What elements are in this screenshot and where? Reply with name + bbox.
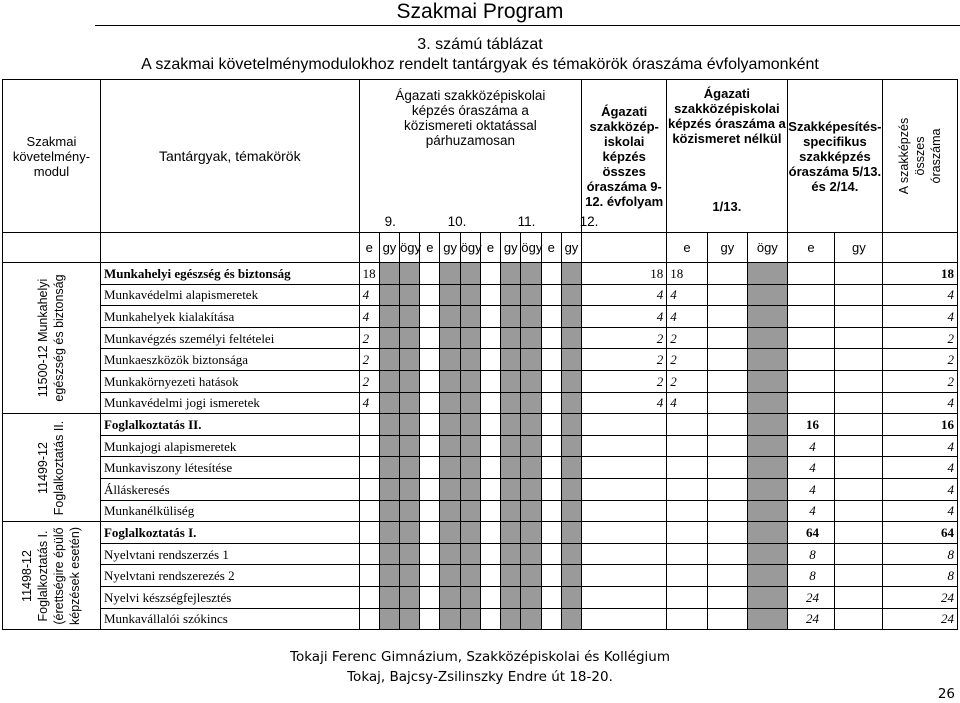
total-9-12-value [582,478,667,500]
grade13-e-value [667,565,707,587]
table-row [3,392,958,414]
specific-e-value: 8 [787,565,835,587]
grade-9: 9. [384,214,396,229]
total-9-12-value [582,500,667,522]
header-rule [95,25,960,26]
total-9-12-value [582,414,667,436]
topic-label: Munkakörnyezeti hatások [100,370,359,392]
topic-label: Álláskeresés [100,478,359,500]
grade9-e-value: 18 [359,263,379,285]
specific-e-value [787,349,835,371]
total-hours-value: 18 [883,263,958,285]
grade9-e-value [359,543,379,565]
grade9-e-value: 2 [359,349,379,371]
table-title: A szakmai követelménymodulokhoz rendelt tantárgyak és témakörök óraszáma évfolyamonként [141,56,819,73]
grade13-e-value [667,435,707,457]
total-9-12-value: 2 [582,370,667,392]
topic-label: Munkavégzés személyi feltételei [100,327,359,349]
total-hours-value: 2 [883,349,958,371]
grade9-e-value: 2 [359,370,379,392]
parallel-header: Ágazati szakközépiskolai képzés óraszáma a közismereti oktatással párhuzamosan 9. 10. 11. 12. [359,80,582,233]
grade9-e-value [359,565,379,587]
total-9-12-value [582,457,667,479]
grade9-e-value [359,586,379,608]
total-hours-header: A szakképzés összes óraszáma [883,80,958,233]
specific-e-value: 64 [787,522,835,544]
total-9-12-value: 4 [582,306,667,328]
grade9-e-value: 4 [359,392,379,414]
total-hours-value: 16 [883,414,958,436]
module-cell: 11499-12 Foglalkoztatás II. [3,414,101,522]
topic-label: Munkahelyi egészség és biztonság [100,263,359,285]
total-hours-value: 24 [883,608,958,630]
total-9-12-value: 18 [582,263,667,285]
total-hours-value: 4 [883,500,958,522]
grade9-e-value [359,608,379,630]
grade13-e-value [667,586,707,608]
table-row [3,284,958,306]
specific-e-value: 4 [787,435,835,457]
specific-e-value: 16 [787,414,835,436]
table-row [3,500,958,522]
total-9-12-value [582,608,667,630]
topic-label: Nyelvi készségfejlesztés [100,586,359,608]
grade13-e-value [667,608,707,630]
table-row [3,522,958,544]
grade-11: 11. [517,214,536,229]
table-row [3,608,958,630]
topic-label: Foglalkoztatás II. [100,414,359,436]
topic-label: Nyelvtani rendszerezés 2 [100,565,359,587]
grade13-e-value: 4 [667,392,707,414]
table-number: 3. számú táblázat [417,36,543,53]
table-row [3,370,958,392]
total-9-12-value: 4 [582,284,667,306]
topic-label: Munkanélküliség [100,500,359,522]
grade13-e-value: 4 [667,306,707,328]
hours-table: Szakmai követelmény-modul Tantárgyak, témakörök Ágazati szakközépiskolai képzés óraszáma a közismereti oktatással párhuzamosan 9. 10. 11. 12. Ágazati szakközép-iskolai képzés összes óraszáma 9-12. évfolyam Ágazati szakközépiskolai képzés óraszáma a közismeret nélkül 1/13. Szakképesítés-specifikus szakképzés óraszáma 5/13. és 2/14. A szakképzés összes óraszáma e gy ögy e gy ögy e gy ögy e gy e gy ögy e gy 11500-12 Munkahelyi egészség és biztonság Munkahelyi egészség és biztonság 18 18 18 18 Munkavédelmi alapismeretek 4 4 4 4 Munkahelyek kialakítása 4 4 4 4 Munkavégzés személyi feltételei 2 2 2 2 Munkaeszközök biztonsága 2 2 2 2 Munkakörnyezeti hatások 2 2 2 2 Munkavédelmi jogi ismeretek 4 4 4 4 11499-12 Foglalkoztatás II. Foglalkoztatás II. 16 16 Munkajogi alapismeretek 4 4 Munkaviszony létesítése 4 4 Álláskeresés 4 4 Munkanélküliség 4 4 11498-12 Foglalkoztatás I. (érettségire épülő képzések esetén) Foglalkoztatás I. 64 64 Nyelvtani rendszerzés 1 8 8 Nyelvtani rendszerezés 2 8 8 Nyelvi készségfejlesztés 24 24 Munkavállalói szókincs 24 24 [2,79,958,630]
total-hours-value: 4 [883,478,958,500]
specific-e-value: 24 [787,608,835,630]
grade13-e-value [667,414,707,436]
grade9-e-value [359,500,379,522]
total-hours-value: 4 [883,284,958,306]
topic-label: Munkaeszközök biztonsága [100,349,359,371]
total-9-12-value [582,586,667,608]
total-9-12-value [582,522,667,544]
grade9-e-value [359,457,379,479]
grade13-e-value: 2 [667,327,707,349]
grade13-e-value: 18 [667,263,707,285]
page-number: 26 [937,686,955,702]
grade-12: 12. [579,214,599,229]
specific-e-value [787,392,835,414]
topic-label: Foglalkoztatás I. [100,522,359,544]
total-hours-value: 4 [883,457,958,479]
total-hours-value: 8 [883,565,958,587]
total-9-12-value [582,543,667,565]
grade9-e-value [359,435,379,457]
total-9-12-value: 2 [582,327,667,349]
total-hours-value: 2 [883,327,958,349]
program-title: Szakmai Program [396,0,564,23]
total-hours-value: 4 [883,392,958,414]
total-9-12-value [582,565,667,587]
total-hours-value: 4 [883,306,958,328]
table-row [3,457,958,479]
topic-label: Munkaviszony létesítése [100,457,359,479]
module-header: Szakmai követelmény-modul [3,80,101,233]
table-row [3,349,958,371]
subjects-header: Tantárgyak, témakörök [100,80,359,233]
table-row [3,414,958,436]
grade13-e-value: 4 [667,284,707,306]
total-9-12-header: Ágazati szakközép-iskolai képzés összes óraszáma 9-12. évfolyam [582,80,667,233]
specific-e-value: 4 [787,478,835,500]
grade13-e-value [667,500,707,522]
specific-e-value [787,284,835,306]
module-cell: 11500-12 Munkahelyi egészség és biztonság [3,263,101,414]
total-hours-value: 2 [883,370,958,392]
total-9-12-value: 2 [582,349,667,371]
table-row [3,435,958,457]
grade9-e-value [359,478,379,500]
grade9-e-value [359,522,379,544]
topic-label: Munkajogi alapismeretek [100,435,359,457]
specific-e-value: 4 [787,457,835,479]
grade-1-13: 1/13. [712,199,742,214]
total-hours-value: 8 [883,543,958,565]
module-cell: 11498-12 Foglalkoztatás I. (érettségire épülő képzések esetén) [3,522,101,630]
specific-header: Szakképesítés-specifikus szakképzés óraszáma 5/13. és 2/14. [787,80,883,233]
specific-e-value [787,263,835,285]
topic-label: Munkahelyek kialakítása [100,306,359,328]
table-row [3,586,958,608]
grade9-e-value: 4 [359,306,379,328]
grade13-e-value: 2 [667,370,707,392]
topic-label: Munkavállalói szókincs [100,608,359,630]
grade13-e-value: 2 [667,349,707,371]
grade9-e-value: 4 [359,284,379,306]
table-row [3,565,958,587]
without-general-header: Ágazati szakközépiskolai képzés óraszáma a közismeret nélkül 1/13. [667,80,787,233]
topic-label: Munkavédelmi alapismeretek [100,284,359,306]
footer-school: Tokaji Ferenc Gimnázium, Szakközépiskolai és Kollégium [290,649,670,665]
specific-e-value [787,306,835,328]
table-row [3,327,958,349]
total-hours-value: 24 [883,586,958,608]
total-hours-value: 64 [883,522,958,544]
total-9-12-value [582,435,667,457]
grade-10: 10. [447,214,467,229]
footer-address: Tokaj, Bajcsy-Zsilinszky Endre út 18-20. [347,669,613,685]
grade13-e-value [667,457,707,479]
grade13-e-value [667,522,707,544]
specific-e-value: 8 [787,543,835,565]
specific-e-value [787,327,835,349]
specific-e-value: 4 [787,500,835,522]
table-row [3,543,958,565]
table-row [3,478,958,500]
table-row [3,263,958,285]
topic-label: Munkavédelmi jogi ismeretek [100,392,359,414]
total-9-12-value: 4 [582,392,667,414]
grade13-e-value [667,543,707,565]
specific-e-value [787,370,835,392]
grade9-e-value: 2 [359,327,379,349]
specific-e-value: 24 [787,586,835,608]
topic-label: Nyelvtani rendszerzés 1 [100,543,359,565]
grade13-e-value [667,478,707,500]
grade9-e-value [359,414,379,436]
total-hours-value: 4 [883,435,958,457]
table-row [3,306,958,328]
